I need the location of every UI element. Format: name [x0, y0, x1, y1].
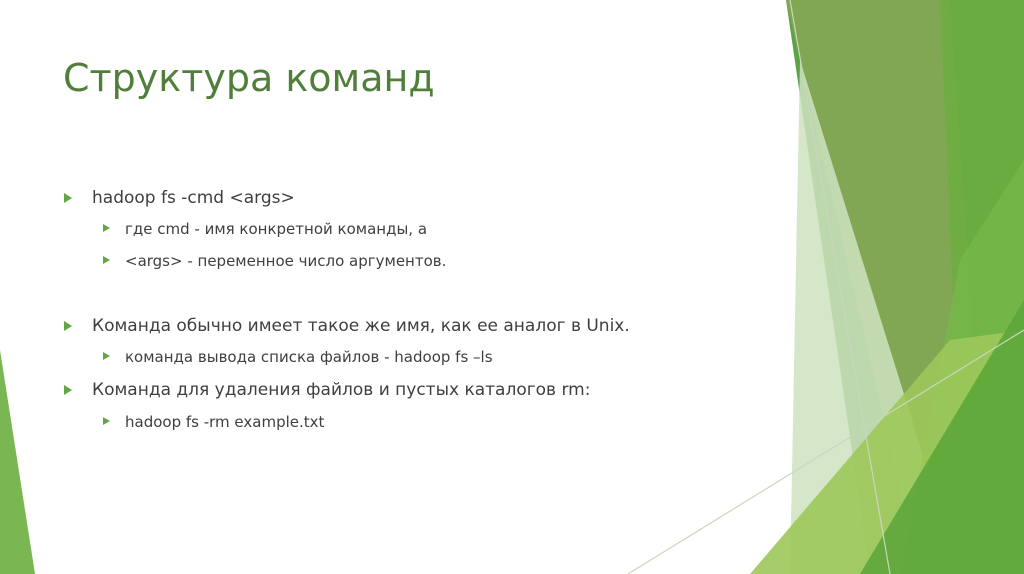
- bullet-text: Команда обычно имеет такое же имя, как ее аналог в Unix.: [92, 316, 630, 336]
- sub-bullet-arrow-icon: [103, 256, 110, 264]
- sub-bullet-rm-example: [125, 412, 324, 432]
- sub-bullet-text: где cmd - имя конкретной команды, а: [125, 220, 428, 238]
- bullet-text: hadoop fs -cmd <args>: [92, 188, 295, 208]
- bullet-unix-analog: [92, 315, 630, 337]
- sub-bullet-cmd-description: [125, 219, 427, 239]
- sub-bullet-ls-command: [125, 347, 493, 367]
- slide-title: Структура команд: [63, 56, 435, 100]
- sub-bullet-arrow-icon: [103, 352, 110, 360]
- left-edge-facet: [0, 350, 35, 574]
- bullet-arrow-icon: [64, 321, 72, 331]
- sub-bullet-args-description: [125, 251, 446, 271]
- bullet-text: Команда для удаления файлов и пустых каталогов rm:: [92, 380, 591, 400]
- sub-bullet-arrow-icon: [103, 224, 110, 232]
- bullet-hadoop-syntax: [92, 187, 295, 209]
- bullet-arrow-icon: [64, 385, 72, 395]
- bullet-rm-command: [92, 379, 590, 401]
- bullet-arrow-icon: [64, 193, 72, 203]
- sub-bullet-text: команда вывода списка файлов - hadoop fs –ls: [125, 348, 493, 366]
- sub-bullet-arrow-icon: [103, 417, 110, 425]
- sub-bullet-text: <args> - переменное число аргументов.: [125, 252, 447, 270]
- sub-bullet-text: hadoop fs -rm example.txt: [125, 413, 325, 431]
